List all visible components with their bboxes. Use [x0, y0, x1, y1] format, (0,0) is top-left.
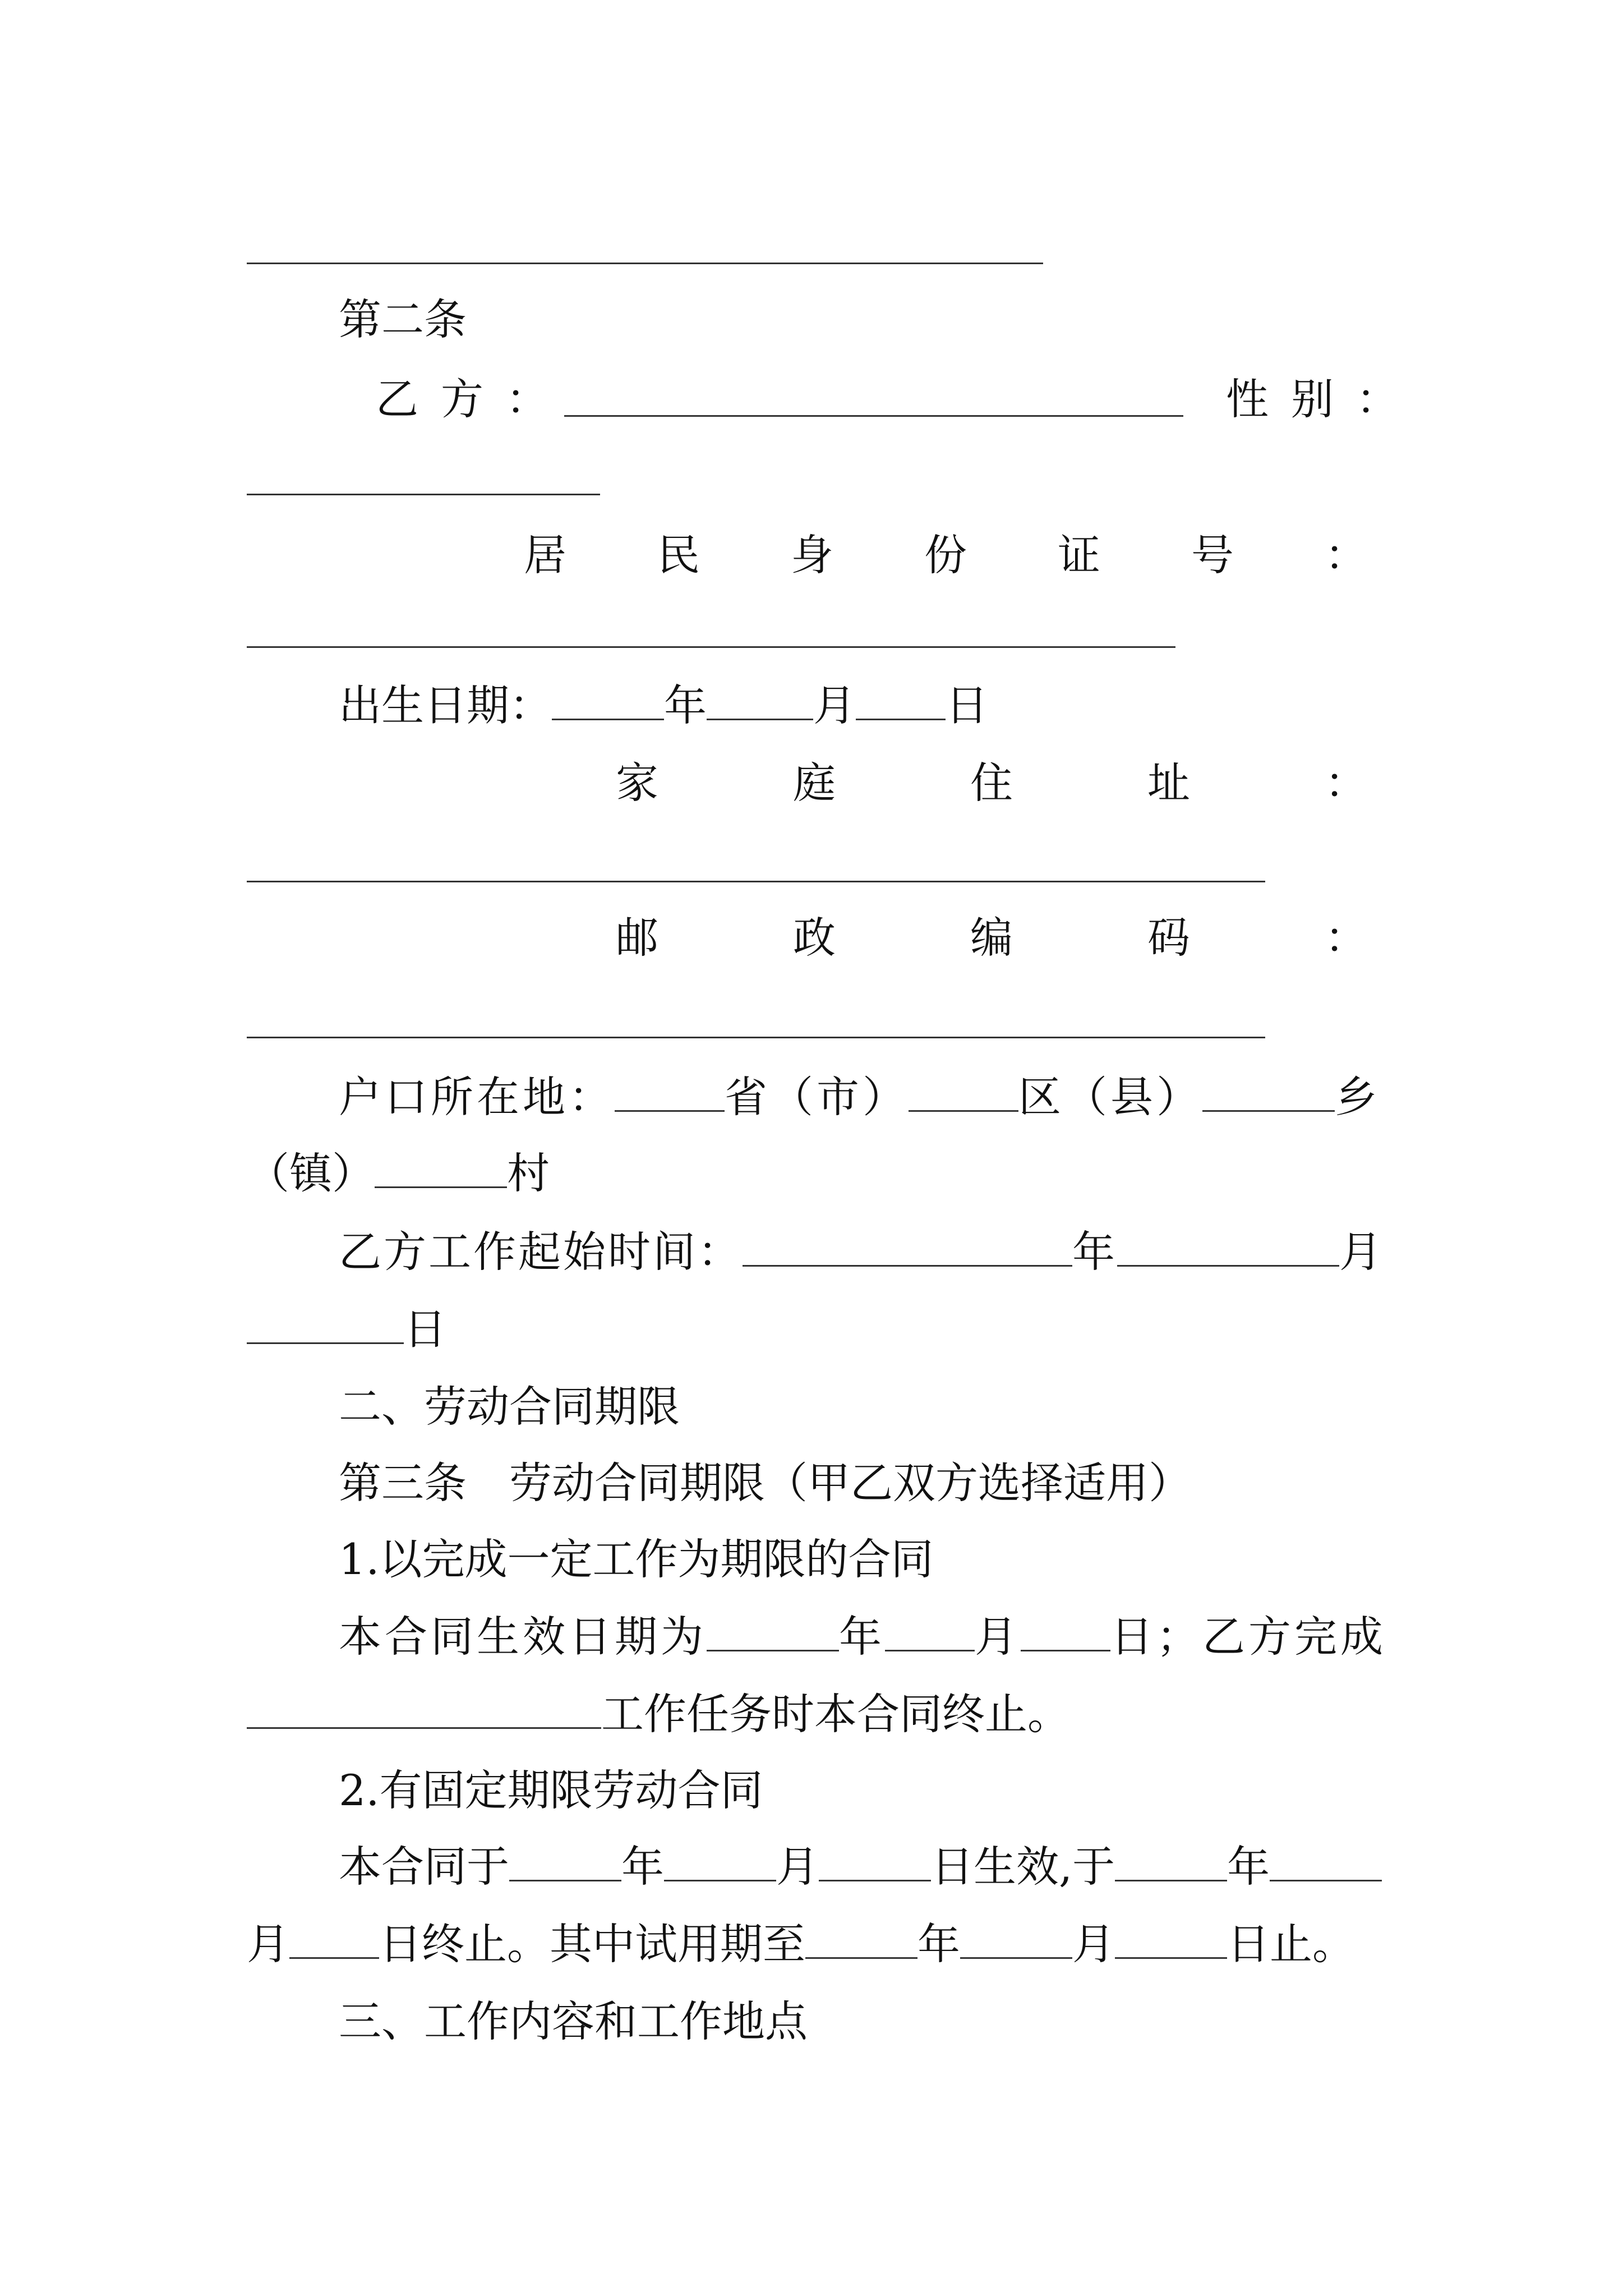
party-b-label: 乙方： [376, 374, 571, 424]
hukou-township-blank[interactable] [1202, 1070, 1335, 1112]
postal-code-label: 邮 政 编 码 ： [616, 913, 1367, 963]
article-2-heading: 第二条 [339, 295, 467, 344]
item-2-date-row: 本合同于 年 月 日生效,于 年 [339, 1839, 1382, 1895]
item2-day3-blank[interactable] [1115, 1917, 1227, 1959]
start-day-blank[interactable] [247, 1302, 404, 1344]
start-time-row-cont: 日 [247, 1301, 446, 1358]
section-3-title: 三、工作内容和工作地点 [339, 1996, 808, 2046]
item2-month3-blank[interactable] [960, 1917, 1072, 1959]
item2-day-blank[interactable] [819, 1839, 931, 1881]
item-1-task-row: 工作任务时本合同终止。 [247, 1686, 1070, 1742]
item2-year-blank[interactable] [509, 1839, 621, 1881]
birth-year-blank[interactable] [552, 678, 664, 720]
start-month-blank[interactable] [1117, 1225, 1339, 1267]
item1-year-blank[interactable] [707, 1609, 839, 1651]
item2-day2-blank[interactable] [289, 1917, 379, 1959]
start-time-row: 乙方工作起始时间： 年 月 [339, 1224, 1384, 1280]
item1-day-blank[interactable] [1021, 1609, 1110, 1651]
item-2-title: 2.有固定期限劳动合同 [339, 1765, 763, 1815]
section-2-title: 二、劳动合同期限 [339, 1382, 680, 1432]
hukou-row: 户口所在地： 省（市） 区（县） 乡 [339, 1069, 1381, 1125]
home-address-label: 家 庭 住 址 ： [616, 758, 1367, 808]
hukou-province-blank[interactable] [615, 1070, 725, 1112]
top-blank-line [247, 263, 1043, 264]
start-year-blank[interactable] [743, 1225, 1072, 1267]
id-number-blank[interactable] [247, 646, 1175, 648]
id-number-label: 居 民 身 份 证 号 ： [524, 530, 1367, 580]
home-address-blank[interactable] [247, 881, 1265, 882]
birth-month-blank[interactable] [707, 678, 813, 720]
gender-label: 性别： [1226, 374, 1421, 424]
hukou-village-blank[interactable] [375, 1146, 507, 1188]
party-b-name-blank[interactable] [564, 415, 1183, 417]
item2-month2-blank[interactable] [1270, 1839, 1382, 1881]
hukou-row-cont: （镇） 村 [247, 1145, 550, 1202]
item-1-date-row: 本合同生效日期为 年 月 日；乙方完成 [339, 1609, 1386, 1665]
hukou-district-blank[interactable] [909, 1070, 1018, 1112]
item2-month-blank[interactable] [664, 1839, 776, 1881]
birth-date-row: 出生日期： 年 月 日 [339, 678, 988, 734]
item1-task-blank[interactable] [247, 1687, 601, 1729]
item1-month-blank[interactable] [885, 1609, 975, 1651]
item2-year2-blank[interactable] [1115, 1839, 1227, 1881]
postal-code-blank[interactable] [247, 1037, 1265, 1038]
article-3-heading: 第三条 劳动合同期限（甲乙双方选择适用） [339, 1458, 1191, 1508]
item2-year3-blank[interactable] [805, 1917, 917, 1959]
birth-day-blank[interactable] [856, 678, 946, 720]
item-1-title: 1.以完成一定工作为期限的合同 [339, 1534, 934, 1584]
item-2-end-row: 月 日终止。其中试用期至 年 月 日止。 [247, 1916, 1355, 1972]
gender-blank[interactable] [247, 494, 600, 495]
